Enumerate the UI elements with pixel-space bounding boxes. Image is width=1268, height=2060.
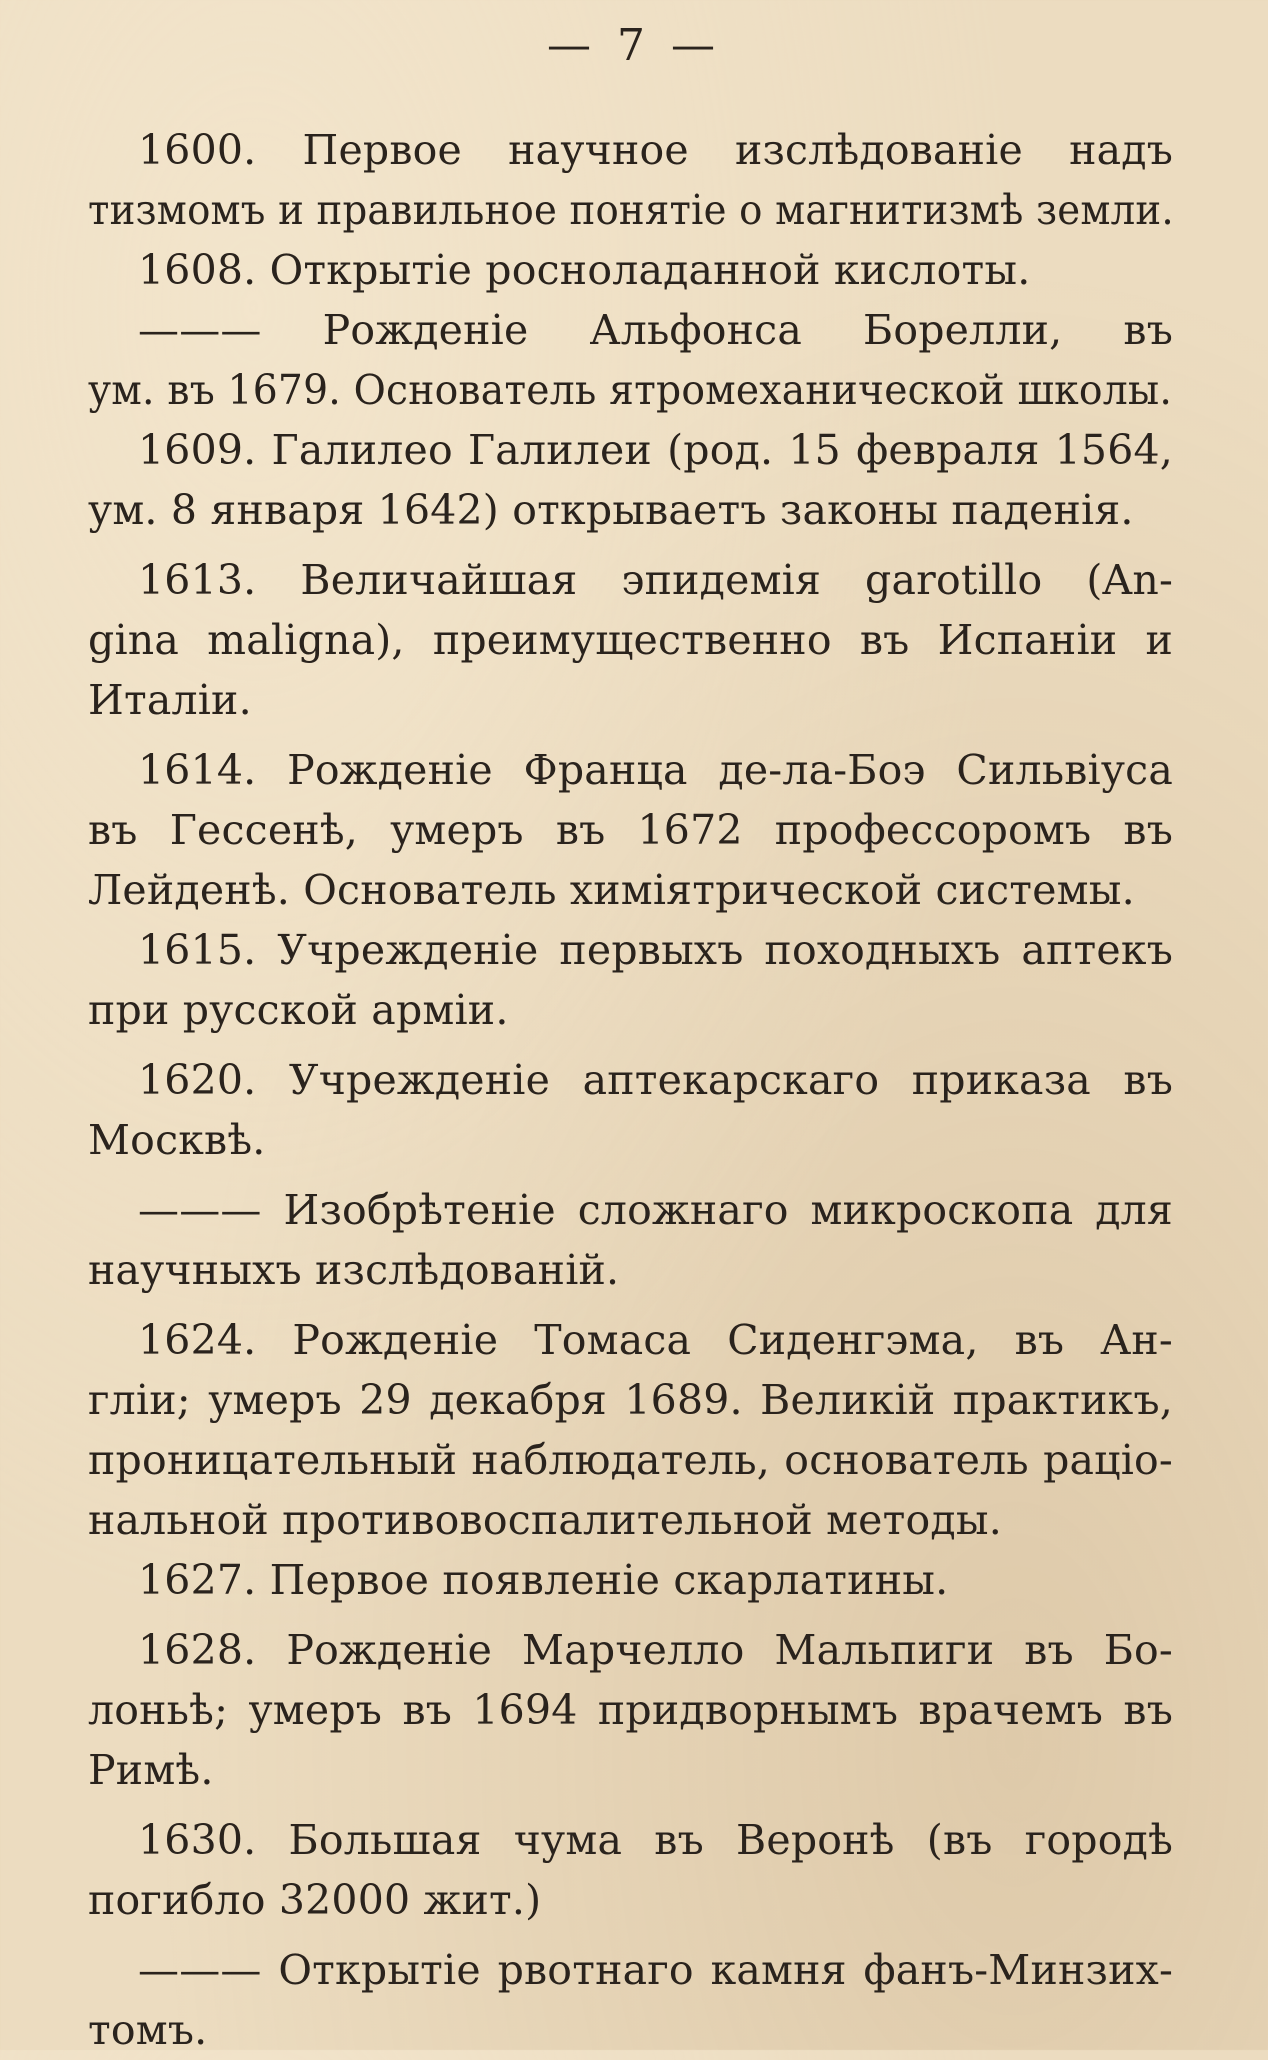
text-line: 1614. Рожденіе Франца де-ла-Боэ Сильвіуса (138, 746, 1173, 794)
text-line: 1613. Величайшая эпидемія garotillo (An- (138, 556, 1173, 604)
chronology-text (88, 120, 1173, 2060)
text-line: погибло 32000 жит.) (88, 1876, 542, 1924)
text-line: Лейденѣ. Основатель химіятрической системы. (88, 866, 1135, 914)
text-line: Италіи. (88, 676, 252, 724)
page-number: — 7 — (547, 20, 721, 71)
text-line: томъ. (88, 2006, 208, 2054)
text-line: при русской арміи. (88, 986, 509, 1034)
text-line: 1630. Большая чума въ Веронѣ (въ городѣ (138, 1816, 1173, 1864)
text-line: 1609. Галилео Галилеи (род. 15 февраля 1564, (138, 426, 1173, 474)
text-line: гліи; умеръ 29 декабря 1689. Великій практикъ, (88, 1376, 1173, 1424)
text-line: проницательный наблюдатель, основатель раціо- (88, 1436, 1173, 1484)
text-line: gina maligna), преимущественно въ Испаніи и (88, 616, 1173, 664)
text-line: 1627. Первое появленіе скарлатины. (138, 1556, 949, 1604)
text-line: 1608. Открытіе росноладанной кислоты. (138, 246, 1031, 294)
text-line: ум. въ 1679. Основатель ятромеханической школы. (88, 366, 1173, 414)
text-line: ——— Рожденіе Альфонса Борелли, въ (138, 306, 1173, 354)
text-line: нальной противовоспалительной методы. (88, 1496, 1002, 1544)
text-line: 1624. Рожденіе Томаса Сиденгэма, въ Ан- (138, 1316, 1173, 1364)
text-line: тизмомъ и правильное понятіе о магнитизмѣ земли. (88, 186, 1174, 234)
text-line: ——— Изобрѣтеніе сложнаго микроскопа для (138, 1186, 1173, 1234)
text-line: 1628. Рожденіе Марчелло Мальпиги въ Бо- (138, 1626, 1173, 1674)
text-line: ум. 8 января 1642) открываетъ законы паденія. (88, 486, 1134, 534)
text-line: научныхъ изслѣдованій. (88, 1246, 620, 1294)
text-line: 1600. Первое научное изслѣдованіе надъ (138, 126, 1173, 174)
text-line: лоньѣ; умеръ въ 1694 придворнымъ врачемъ въ (88, 1686, 1173, 1734)
text-line: Римѣ. (88, 1746, 214, 1794)
text-line: ——— Открытіе рвотнаго камня фанъ-Минзих- (138, 1946, 1173, 1994)
text-line: въ Гессенѣ, умеръ въ 1672 профессоромъ въ (88, 806, 1173, 854)
text-line: 1620. Учрежденіе аптекарскаго приказа въ (138, 1056, 1173, 1104)
text-line: Москвѣ. (88, 1116, 266, 1164)
text-line: 1615. Учрежденіе первыхъ походныхъ аптекъ (138, 926, 1173, 974)
